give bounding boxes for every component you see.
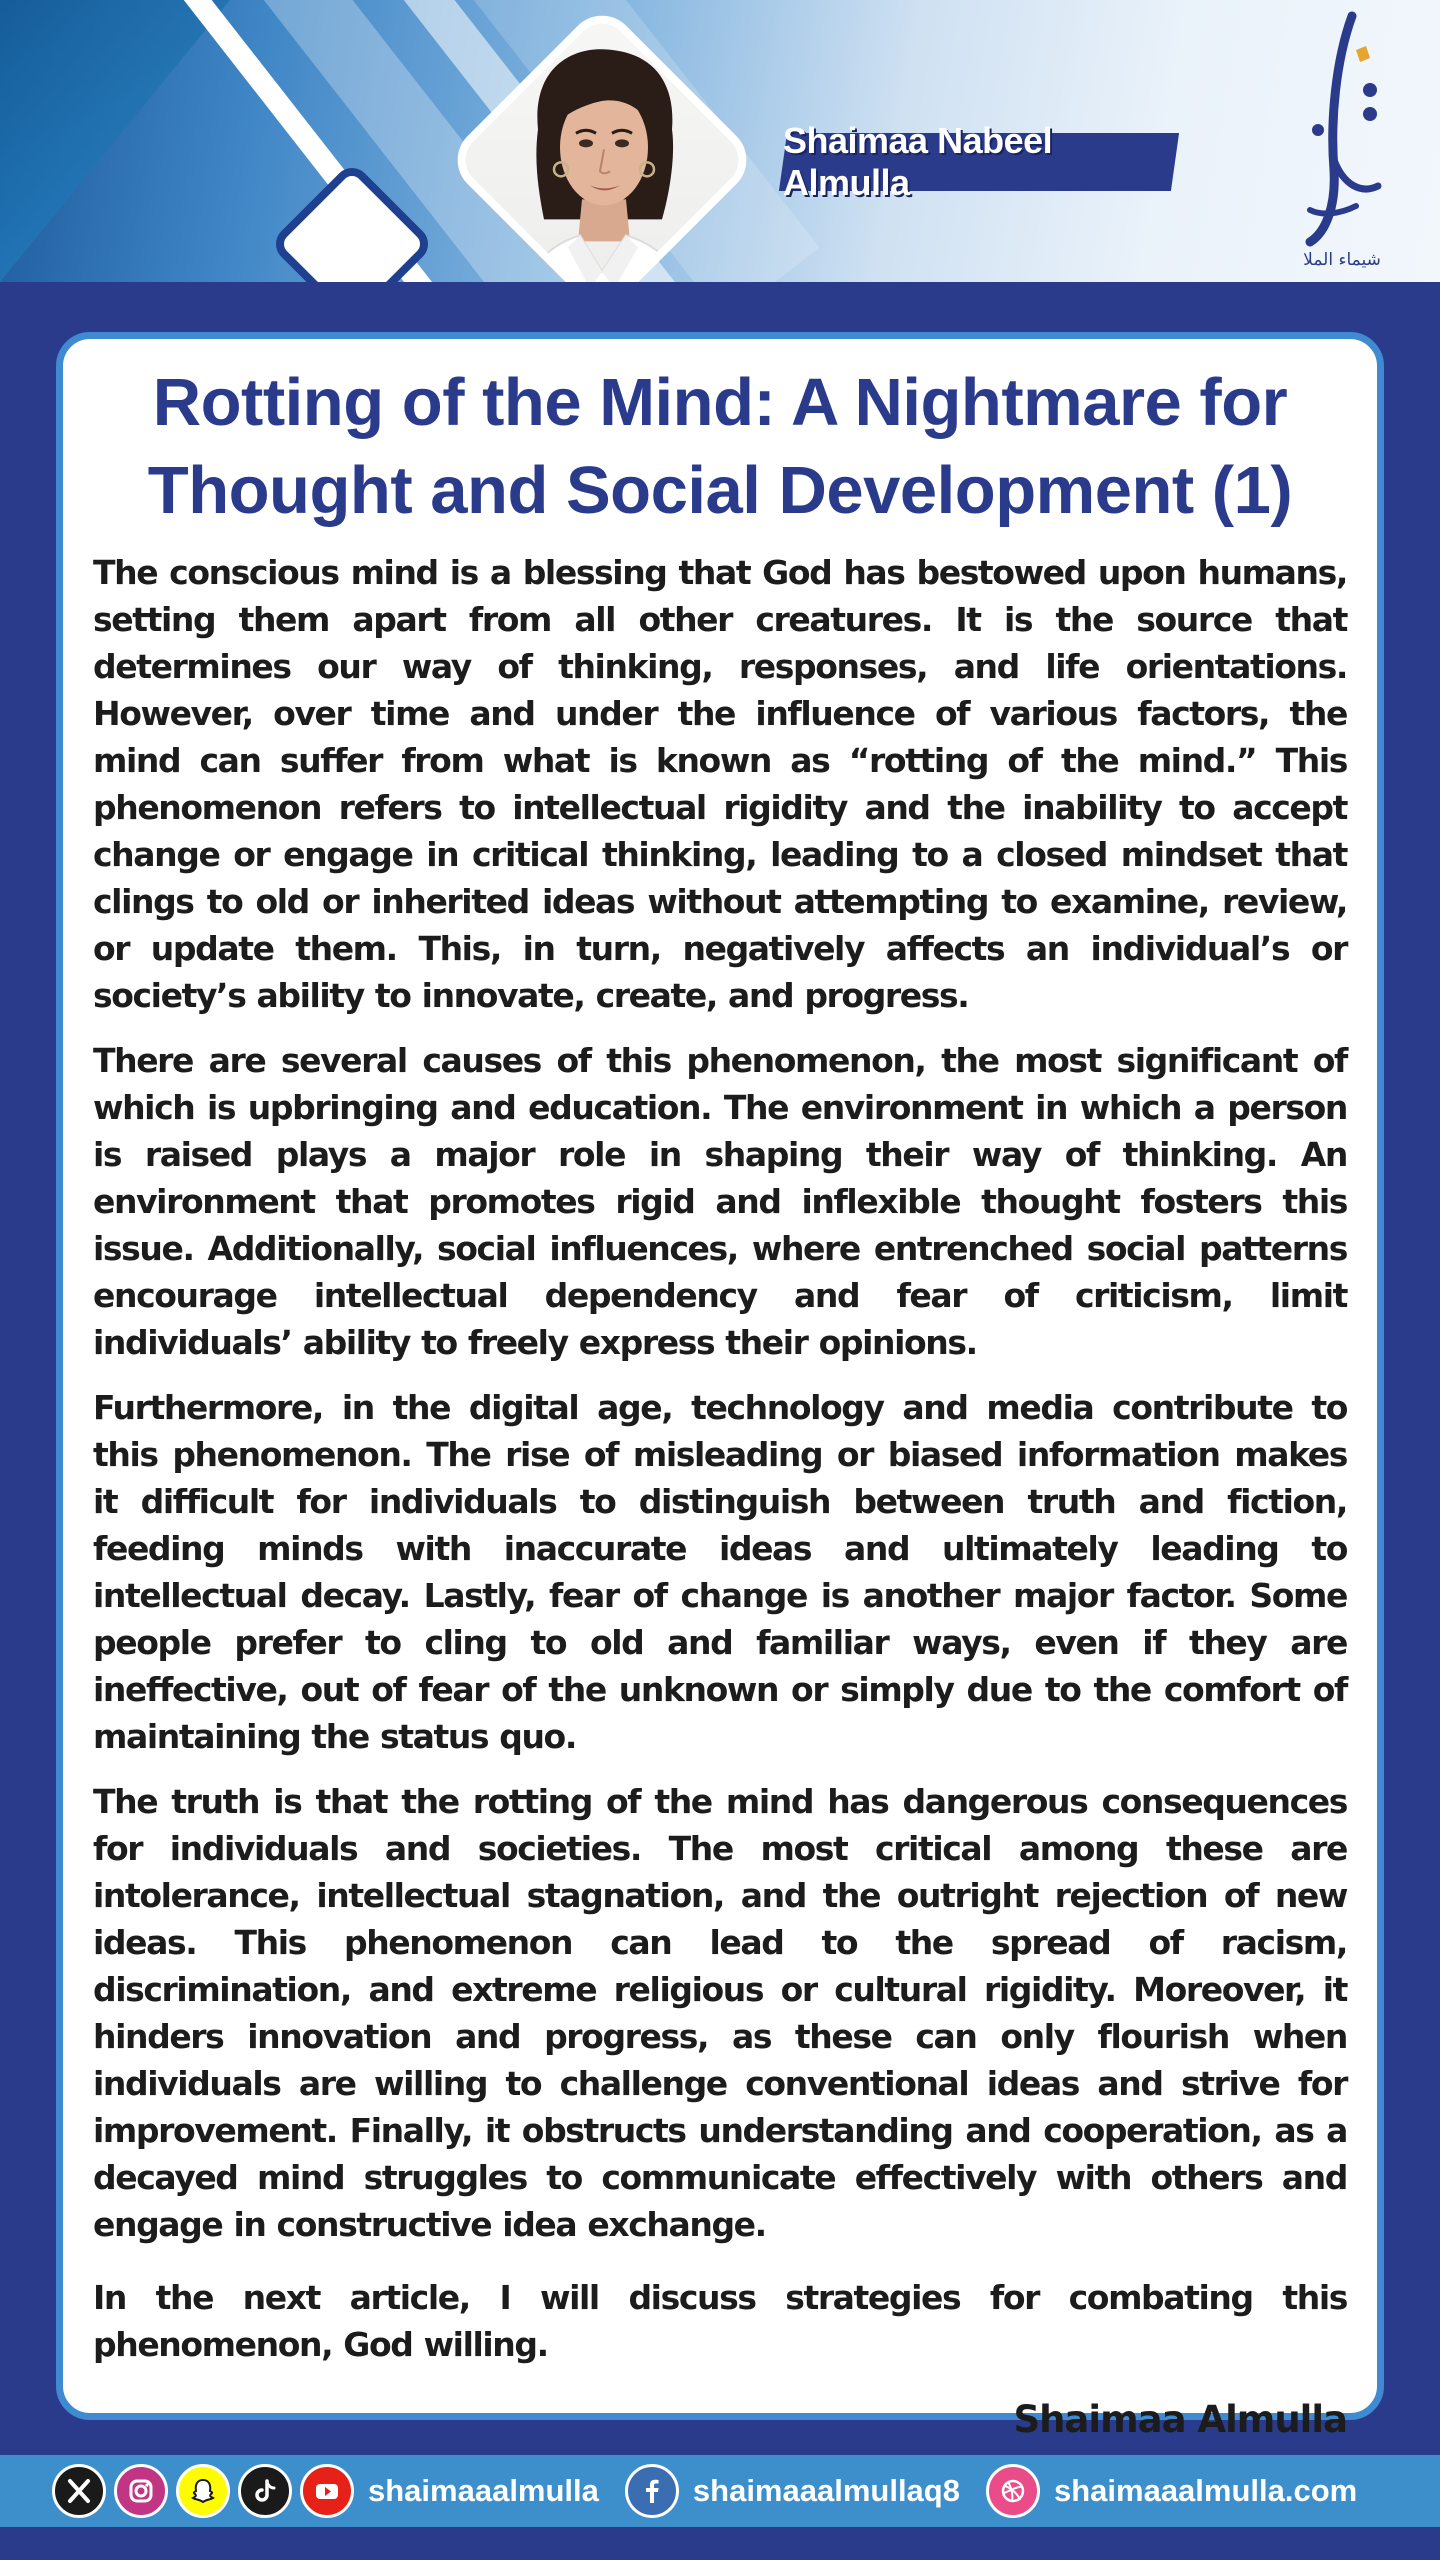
article-card (56, 332, 1384, 2441)
author-name: Shaimaa Nabeel Almulla (783, 120, 1053, 203)
social-footer (0, 2455, 1440, 2527)
tiktok-icon[interactable] (238, 2464, 292, 2518)
header-banner (0, 0, 1440, 282)
website-link[interactable]: shaimaaalmulla.com (1053, 2473, 1358, 2508)
website-globe-icon[interactable] (986, 2464, 1040, 2518)
facebook-icon[interactable] (625, 2464, 679, 2518)
calligraphy-logo-icon (1296, 10, 1388, 270)
header-accent-band (0, 0, 230, 282)
facebook-handle[interactable]: shaimaaalmullaq8 (692, 2473, 960, 2508)
article-title: Rotting of the Mind: A Nightmare for Thought and Social Development (1) (147, 365, 1293, 528)
youtube-icon[interactable] (300, 2464, 354, 2518)
x-icon[interactable] (52, 2464, 106, 2518)
bottom-bar (0, 2527, 1440, 2560)
article-paragraph: The conscious mind is a blessing that God has bestowed upon humans, setting them apart from all other creatures. It is the source that determines our way of thinking, responses, and life orientations. However, over time and under the influence of various factors, the mind can suffer from what is known as “rotting of the mind.” This phenomenon refers to intellectual rigidity and the inability to accept change or engage in critical thinking, leading to a closed mindset that clings to old or inherited ideas without attempting to examine, review, or update them. This, in turn, negatively affects an individual’s or society’s ability to innovate, create, and progress. (93, 553, 1347, 1015)
article-signature: Shaimaa Almulla (1013, 2398, 1347, 2441)
article-paragraph: In the next article, I will discuss strategies for combating this phenomenon, God willing. (93, 2278, 1347, 2364)
article-paragraph: Furthermore, in the digital age, technology and media contribute to this phenomenon. The rise of misleading or biased information makes it difficult for individuals to distinguish between truth and fiction, feeding minds with inaccurate ideas and ultimately leading to intellectual decay. Lastly, fear of change is another major factor. Some people prefer to cling to old and familiar ways, even if they are ineffective, out of fear of the unknown or simply due to the comfort of maintaining the status quo. (93, 1388, 1347, 1756)
snapchat-icon[interactable] (176, 2464, 230, 2518)
article-paragraph: The truth is that the rotting of the mind has dangerous consequences for individuals and societies. The most critical among these are intolerance, intellectual stagnation, and the outright rejection of new ideas. This phenomenon can lead to the spread of racism, discrimination, and extreme religious or cultural rigidity. Moreover, it hinders innovation and progress, as these can only flourish when individuals are willing to challenge conventional ideas and strive for improvement. Finally, it obstructs understanding and cooperation, as a decayed mind struggles to communicate effectively with others and engage in constructive idea exchange. (93, 1782, 1347, 2244)
logo-caption: شيماء الملا (1303, 250, 1381, 270)
social-handle[interactable]: shaimaaalmulla (368, 2473, 599, 2508)
instagram-icon[interactable] (114, 2464, 168, 2518)
article-paragraph: There are several causes of this phenomenon, the most significant of which is upbringing and education. The environment in which a person is raised plays a major role in shaping their way of thinking. An environment that promotes rigid and inflexible thought fosters this issue. Additionally, social influences, where entrenched social patterns encourage intellectual dependency and fear of criticism, limit individuals’ ability to freely express their opinions. (93, 1041, 1347, 1362)
